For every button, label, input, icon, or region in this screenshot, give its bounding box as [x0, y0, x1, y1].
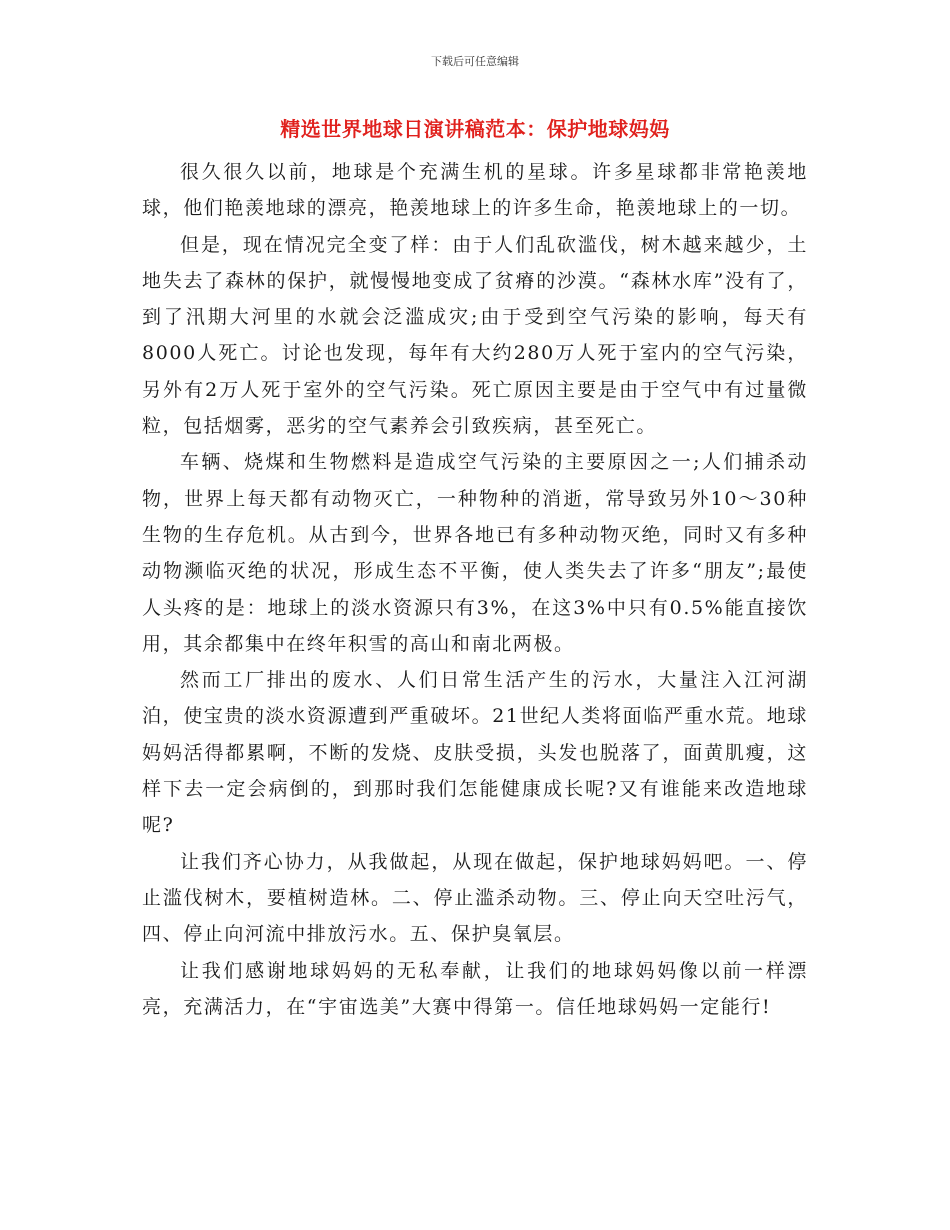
document-body	[142, 154, 808, 1025]
paragraph-3: 车辆、烧煤和生物燃料是造成空气污染的主要原因之一;人们捕杀动物，世界上每天都有动物灭亡，一种物种的消逝，常导致另外10～30种生物的生存危机。从古到今，世界各地已有多种动物灭绝，同时又有多种动物濒临灭绝的状况，形成生态不平衡，使人类失去了许多“朋友”;最使人头疼的是：地球上的淡水资源只有3%，在这3%中只有0.5%能直接饮用，其余都集中在终年积雪的高山和南北两极。	[142, 451, 808, 655]
header-note: 下载后可任意编辑	[431, 55, 519, 68]
paragraph-6: 让我们感谢地球妈妈的无私奉献，让我们的地球妈妈像以前一样漂亮，充满活力，在“宇宙选美”大赛中得第一。信任地球妈妈一定能行!	[142, 959, 808, 1018]
document-title: 精选世界地球日演讲稿范本：保护地球妈妈	[280, 117, 670, 141]
paragraph-4: 然而工厂排出的废水、人们日常生活产生的污水，大量注入江河湖泊，使宝贵的淡水资源遭到严重破坏。21世纪人类将面临严重水荒。地球妈妈活得都累啊，不断的发烧、皮肤受损，头发也脱落了，面黄肌瘦，这样下去一定会病倒的，到那时我们怎能健康成长呢?又有谁能来改造地球呢?	[142, 669, 808, 837]
paragraph-2: 但是，现在情况完全变了样：由于人们乱砍滥伐，树木越来越少，土地失去了森林的保护，就慢慢地变成了贫瘠的沙漠。“森林水库”没有了，到了汛期大河里的水就会泛滥成灾;由于受到空气污染的影响，每天有8000人死亡。讨论也发现，每年有大约280万人死于室内的空气污染，另外有2万人死于室外的空气污染。死亡原因主要是由于空气中有过量微粒，包括烟雾，恶劣的空气素养会引致疾病，甚至死亡。	[142, 233, 808, 438]
paragraph-5: 让我们齐心协力，从我做起，从现在做起，保护地球妈妈吧。一、停止滥伐树木，要植树造林。二、停止滥杀动物。三、停止向天空吐污气，四、停止向河流中排放污水。五、保护臭氧层。	[142, 850, 808, 946]
paragraph-1: 很久很久以前，地球是个充满生机的星球。许多星球都非常艳羡地球，他们艳羡地球的漂亮，艳羡地球上的许多生命，艳羡地球上的一切。	[142, 161, 808, 220]
